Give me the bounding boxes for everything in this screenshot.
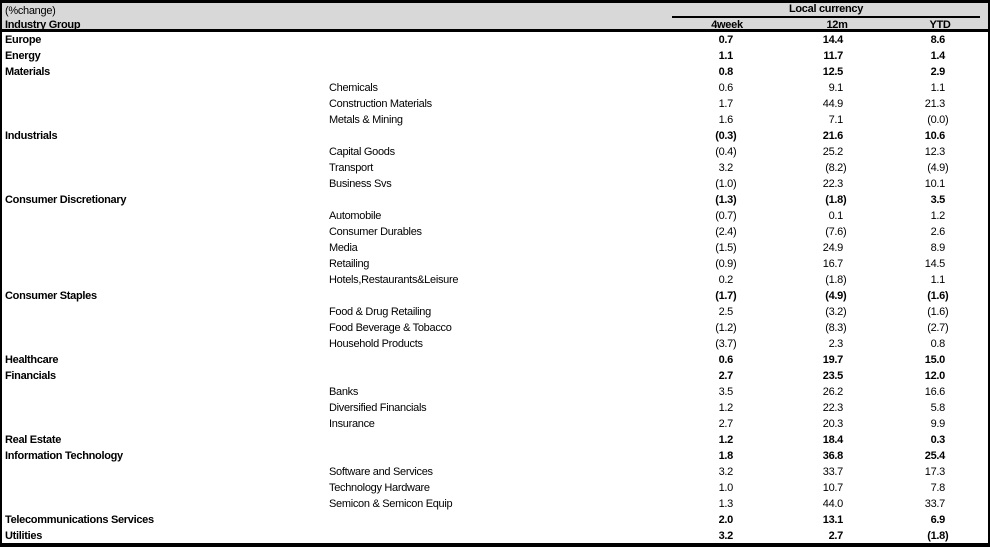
table-row — [2, 272, 988, 288]
value-text: (7.6 — [825, 226, 843, 238]
table-row — [2, 192, 988, 208]
value-cell-12m — [782, 194, 892, 206]
value-text: (0.0 — [927, 114, 945, 126]
row-label: Chemicals — [329, 82, 378, 94]
value-text: 21.3 — [924, 98, 945, 110]
value-cell-12m — [782, 274, 892, 286]
table-row — [2, 400, 988, 416]
value-text: 12.5 — [822, 66, 843, 78]
table-row — [2, 512, 988, 528]
header-row-columns — [2, 18, 988, 32]
value-cell-4week — [672, 402, 782, 414]
value-cell-ytd — [892, 178, 988, 190]
value-cell-ytd — [892, 466, 988, 478]
value-text: (2.4 — [715, 226, 733, 238]
value-cell-ytd — [892, 306, 988, 318]
table-row — [2, 32, 988, 48]
value-text: 7.8 — [930, 482, 945, 494]
table-row — [2, 80, 988, 96]
row-label: Transport — [329, 162, 373, 174]
value-cell-4week — [672, 210, 782, 222]
value-cell-4week — [672, 338, 782, 350]
value-text: 14.5 — [924, 258, 945, 270]
value-text: 1.1 — [718, 50, 733, 62]
bottom-border-rule — [2, 543, 988, 547]
value-text: 36.8 — [822, 450, 843, 462]
value-text: 1.2 — [718, 434, 733, 446]
value-cell-4week — [672, 322, 782, 334]
row-label: Semicon & Semicon Equip — [329, 498, 453, 510]
table-body — [2, 32, 988, 544]
value-cell-4week — [672, 242, 782, 254]
row-label: Automobile — [329, 210, 382, 222]
value-text: 13.1 — [822, 514, 843, 526]
value-cell-ytd — [892, 514, 988, 526]
value-cell-12m — [782, 130, 892, 142]
value-text: 7.1 — [828, 114, 843, 126]
value-cell-12m — [782, 514, 892, 526]
table-row — [2, 288, 988, 304]
value-text: 15.0 — [924, 354, 945, 366]
value-cell-12m — [782, 354, 892, 366]
table-row — [2, 224, 988, 240]
value-cell-12m — [782, 82, 892, 94]
row-label: Insurance — [329, 418, 375, 430]
value-cell-12m — [782, 386, 892, 398]
value-cell-4week — [672, 274, 782, 286]
value-text: 2.3 — [828, 338, 843, 350]
value-cell-12m — [782, 258, 892, 270]
value-cell-12m — [782, 242, 892, 254]
value-text: 25.4 — [924, 450, 945, 462]
table-row — [2, 48, 988, 64]
value-cell-12m — [782, 98, 892, 110]
paren-slot: ) — [843, 194, 847, 206]
paren-slot: ) — [733, 338, 737, 350]
value-cell-12m — [782, 450, 892, 462]
row-header-industry-group: Industry Group — [5, 19, 81, 31]
value-text: 3.5 — [718, 386, 733, 398]
value-text: 1.2 — [718, 402, 733, 414]
value-text: 2.7 — [828, 530, 843, 542]
value-text: 2.7 — [718, 418, 733, 430]
value-text: 26.2 — [822, 386, 843, 398]
value-text: 17.3 — [924, 466, 945, 478]
row-label: Capital Goods — [329, 146, 395, 158]
row-label: Media — [329, 242, 358, 254]
paren-slot: ) — [733, 290, 737, 302]
value-text: 6.9 — [930, 514, 945, 526]
value-cell-4week — [672, 226, 782, 238]
value-text: (1.8 — [825, 194, 843, 206]
row-label: Utilities — [5, 530, 43, 542]
value-text: 1.3 — [718, 498, 733, 510]
value-cell-12m — [782, 50, 892, 62]
table-row — [2, 208, 988, 224]
row-label: Household Products — [329, 338, 423, 350]
value-cell-12m — [782, 434, 892, 446]
table-row — [2, 528, 988, 544]
paren-slot: ) — [733, 242, 737, 254]
value-text: 25.2 — [822, 146, 843, 158]
value-text: 1.1 — [930, 82, 945, 94]
value-text: 10.6 — [924, 130, 945, 142]
value-cell-ytd — [892, 482, 988, 494]
table-row — [2, 432, 988, 448]
value-text: 1.7 — [718, 98, 733, 110]
value-cell-ytd — [892, 418, 988, 430]
table-row — [2, 304, 988, 320]
value-cell-4week — [672, 114, 782, 126]
column-group-header-local-currency: Local currency — [672, 3, 980, 18]
value-cell-ytd — [892, 338, 988, 350]
value-text: (0.4 — [715, 146, 733, 158]
value-cell-4week — [672, 290, 782, 302]
paren-slot: ) — [733, 258, 737, 270]
value-cell-12m — [782, 530, 892, 542]
value-cell-ytd — [892, 434, 988, 446]
value-cell-4week — [672, 530, 782, 542]
row-label: Software and Services — [329, 466, 433, 478]
table-row — [2, 448, 988, 464]
value-cell-ytd — [892, 114, 988, 126]
value-text: 5.8 — [930, 402, 945, 414]
row-label: Consumer Durables — [329, 226, 422, 238]
value-text: (1.3 — [715, 194, 733, 206]
value-text: 20.3 — [822, 418, 843, 430]
value-text: (1.6 — [927, 290, 945, 302]
value-cell-4week — [672, 146, 782, 158]
value-text: 1.4 — [930, 50, 945, 62]
row-label: Telecommunications Services — [5, 514, 154, 526]
value-text: (1.6 — [927, 306, 945, 318]
value-text: 14.4 — [822, 34, 843, 46]
paren-slot: ) — [945, 306, 949, 318]
value-text: 0.8 — [930, 338, 945, 350]
table-header — [2, 3, 988, 32]
value-text: (1.2 — [715, 322, 733, 334]
value-text: 1.1 — [930, 274, 945, 286]
value-cell-4week — [672, 194, 782, 206]
value-cell-ytd — [892, 258, 988, 270]
value-cell-4week — [672, 178, 782, 190]
table-row — [2, 64, 988, 80]
value-cell-ytd — [892, 290, 988, 302]
value-text: (8.3 — [825, 322, 843, 334]
value-cell-ytd — [892, 386, 988, 398]
value-cell-12m — [782, 322, 892, 334]
value-text: 16.7 — [822, 258, 843, 270]
value-text: (1.7 — [715, 290, 733, 302]
value-cell-12m — [782, 66, 892, 78]
row-label: Industrials — [5, 130, 58, 142]
table-row — [2, 320, 988, 336]
value-cell-4week — [672, 370, 782, 382]
value-text: 33.7 — [822, 466, 843, 478]
value-cell-ytd — [892, 226, 988, 238]
value-cell-4week — [672, 82, 782, 94]
value-cell-4week — [672, 34, 782, 46]
value-cell-12m — [782, 34, 892, 46]
paren-slot: ) — [733, 210, 737, 222]
paren-slot: ) — [733, 226, 737, 238]
value-cell-ytd — [892, 146, 988, 158]
paren-slot: ) — [945, 530, 949, 542]
value-text: 33.7 — [924, 498, 945, 510]
value-text: (1.8 — [927, 530, 945, 542]
value-cell-12m — [782, 210, 892, 222]
value-cell-4week — [672, 434, 782, 446]
value-cell-4week — [672, 258, 782, 270]
paren-slot: ) — [733, 322, 737, 334]
table-row — [2, 352, 988, 368]
table-row — [2, 96, 988, 112]
value-text: (0.7 — [715, 210, 733, 222]
paren-slot: ) — [733, 194, 737, 206]
value-cell-ytd — [892, 370, 988, 382]
value-text: 3.5 — [930, 194, 945, 206]
table-row — [2, 144, 988, 160]
value-cell-ytd — [892, 498, 988, 510]
value-text: 0.6 — [718, 354, 733, 366]
value-text: (4.9 — [927, 162, 945, 174]
value-cell-4week — [672, 418, 782, 430]
value-text: 0.6 — [718, 82, 733, 94]
value-cell-4week — [672, 514, 782, 526]
value-text: 3.2 — [718, 466, 733, 478]
value-text: 11.7 — [823, 50, 843, 62]
row-label: Real Estate — [5, 434, 62, 446]
value-cell-4week — [672, 482, 782, 494]
row-label: Consumer Staples — [5, 290, 97, 302]
value-text: 10.7 — [822, 482, 843, 494]
paren-slot: ) — [733, 178, 737, 190]
value-cell-4week — [672, 466, 782, 478]
table-row — [2, 416, 988, 432]
row-label: Consumer Discretionary — [5, 194, 127, 206]
value-cell-12m — [782, 146, 892, 158]
value-text: 44.0 — [822, 498, 843, 510]
value-cell-12m — [782, 226, 892, 238]
value-cell-4week — [672, 498, 782, 510]
paren-slot: ) — [843, 322, 847, 334]
paren-slot: ) — [843, 290, 847, 302]
value-text: 1.2 — [930, 210, 945, 222]
value-cell-ytd — [892, 450, 988, 462]
value-text: 21.6 — [822, 130, 843, 142]
value-cell-ytd — [892, 66, 988, 78]
table-row — [2, 176, 988, 192]
paren-slot: ) — [843, 226, 847, 238]
row-label: Materials — [5, 66, 50, 78]
value-text: (1.0 — [715, 178, 733, 190]
table-row — [2, 128, 988, 144]
row-label: Technology Hardware — [329, 482, 430, 494]
value-cell-ytd — [892, 354, 988, 366]
value-text: 12.3 — [924, 146, 945, 158]
value-cell-12m — [782, 178, 892, 190]
value-cell-12m — [782, 114, 892, 126]
table-row — [2, 240, 988, 256]
value-text: (1.8 — [825, 274, 843, 286]
value-text: (3.2 — [825, 306, 843, 318]
value-text: (1.5 — [715, 242, 733, 254]
value-cell-12m — [782, 418, 892, 430]
value-cell-ytd — [892, 194, 988, 206]
row-label: Energy — [5, 50, 41, 62]
value-text: 0.7 — [718, 34, 733, 46]
value-text: (8.2 — [825, 162, 843, 174]
value-text: 12.0 — [924, 370, 945, 382]
paren-slot: ) — [945, 290, 949, 302]
row-label: Metals & Mining — [329, 114, 403, 126]
value-cell-ytd — [892, 210, 988, 222]
header-row-currency — [2, 3, 988, 18]
value-cell-4week — [672, 50, 782, 62]
value-text: 24.9 — [822, 242, 843, 254]
value-cell-12m — [782, 498, 892, 510]
column-header-4week: 4week — [711, 19, 743, 31]
value-text: 3.2 — [718, 162, 733, 174]
row-label: Hotels,Restaurants&Leisure — [329, 274, 459, 286]
value-cell-ytd — [892, 162, 988, 174]
value-text: 2.7 — [718, 370, 733, 382]
table-row — [2, 480, 988, 496]
paren-slot: ) — [945, 114, 949, 126]
paren-slot: ) — [945, 162, 949, 174]
row-label: Retailing — [329, 258, 370, 270]
row-label: Banks — [329, 386, 359, 398]
row-label: Food & Drug Retailing — [329, 306, 431, 318]
value-text: 2.5 — [718, 306, 733, 318]
value-cell-ytd — [892, 34, 988, 46]
row-label: Business Svs — [329, 178, 392, 190]
value-cell-4week — [672, 130, 782, 142]
value-text: (3.7 — [715, 338, 733, 350]
value-cell-12m — [782, 466, 892, 478]
value-text: (0.9 — [715, 258, 733, 270]
value-text: (4.9 — [825, 290, 843, 302]
paren-slot: ) — [733, 130, 737, 142]
value-cell-4week — [672, 162, 782, 174]
value-text: 0.3 — [930, 434, 945, 446]
value-cell-4week — [672, 306, 782, 318]
table-row — [2, 384, 988, 400]
value-cell-12m — [782, 402, 892, 414]
value-text: 16.6 — [924, 386, 945, 398]
value-text: 0.1 — [828, 210, 843, 222]
value-text: 23.5 — [822, 370, 843, 382]
value-text: 9.9 — [930, 418, 945, 430]
row-label: Europe — [5, 34, 42, 46]
row-label: Construction Materials — [329, 98, 432, 110]
value-text: 1.0 — [718, 482, 733, 494]
value-text: 44.9 — [822, 98, 843, 110]
value-cell-4week — [672, 386, 782, 398]
value-text: (2.7 — [927, 322, 945, 334]
value-text: 0.2 — [718, 274, 733, 286]
value-text: 19.7 — [822, 354, 843, 366]
value-text: 22.3 — [822, 178, 843, 190]
table-row — [2, 368, 988, 384]
value-cell-12m — [782, 370, 892, 382]
value-text: 2.6 — [930, 226, 945, 238]
value-cell-12m — [782, 482, 892, 494]
value-text: 10.1 — [924, 178, 945, 190]
paren-slot: ) — [843, 162, 847, 174]
row-label: Diversified Financials — [329, 402, 427, 414]
value-cell-4week — [672, 98, 782, 110]
paren-slot: ) — [843, 306, 847, 318]
value-text: 22.3 — [822, 402, 843, 414]
column-header-12m: 12m — [826, 19, 848, 31]
column-header-ytd: YTD — [929, 19, 951, 31]
value-cell-ytd — [892, 98, 988, 110]
value-text: 0.8 — [718, 66, 733, 78]
value-text: 9.1 — [828, 82, 843, 94]
value-cell-ytd — [892, 130, 988, 142]
value-text: 1.8 — [718, 450, 733, 462]
value-cell-ytd — [892, 274, 988, 286]
row-label: Financials — [5, 370, 56, 382]
value-cell-12m — [782, 306, 892, 318]
value-text: 3.2 — [718, 530, 733, 542]
paren-slot: ) — [843, 274, 847, 286]
row-label: Information Technology — [5, 450, 123, 462]
value-cell-12m — [782, 162, 892, 174]
unit-note: (%change) — [5, 4, 56, 17]
value-cell-4week — [672, 66, 782, 78]
value-cell-12m — [782, 338, 892, 350]
value-text: 2.9 — [930, 66, 945, 78]
value-cell-ytd — [892, 82, 988, 94]
row-label: Food Beverage & Tobacco — [329, 322, 452, 334]
value-text: 18.4 — [822, 434, 843, 446]
value-cell-ytd — [892, 402, 988, 414]
table-row — [2, 336, 988, 352]
value-cell-ytd — [892, 530, 988, 542]
value-text: (0.3 — [715, 130, 733, 142]
table-row — [2, 112, 988, 128]
table-row — [2, 496, 988, 512]
value-cell-ytd — [892, 322, 988, 334]
value-text: 8.9 — [930, 242, 945, 254]
value-cell-4week — [672, 354, 782, 366]
value-cell-ytd — [892, 242, 988, 254]
paren-slot: ) — [945, 322, 949, 334]
table-row — [2, 464, 988, 480]
paren-slot: ) — [733, 146, 737, 158]
table-row — [2, 160, 988, 176]
value-cell-4week — [672, 450, 782, 462]
value-text: 1.6 — [718, 114, 733, 126]
value-cell-ytd — [892, 50, 988, 62]
value-text: 8.6 — [930, 34, 945, 46]
value-cell-12m — [782, 290, 892, 302]
value-text: 2.0 — [718, 514, 733, 526]
table-row — [2, 256, 988, 272]
row-label: Healthcare — [5, 354, 59, 366]
